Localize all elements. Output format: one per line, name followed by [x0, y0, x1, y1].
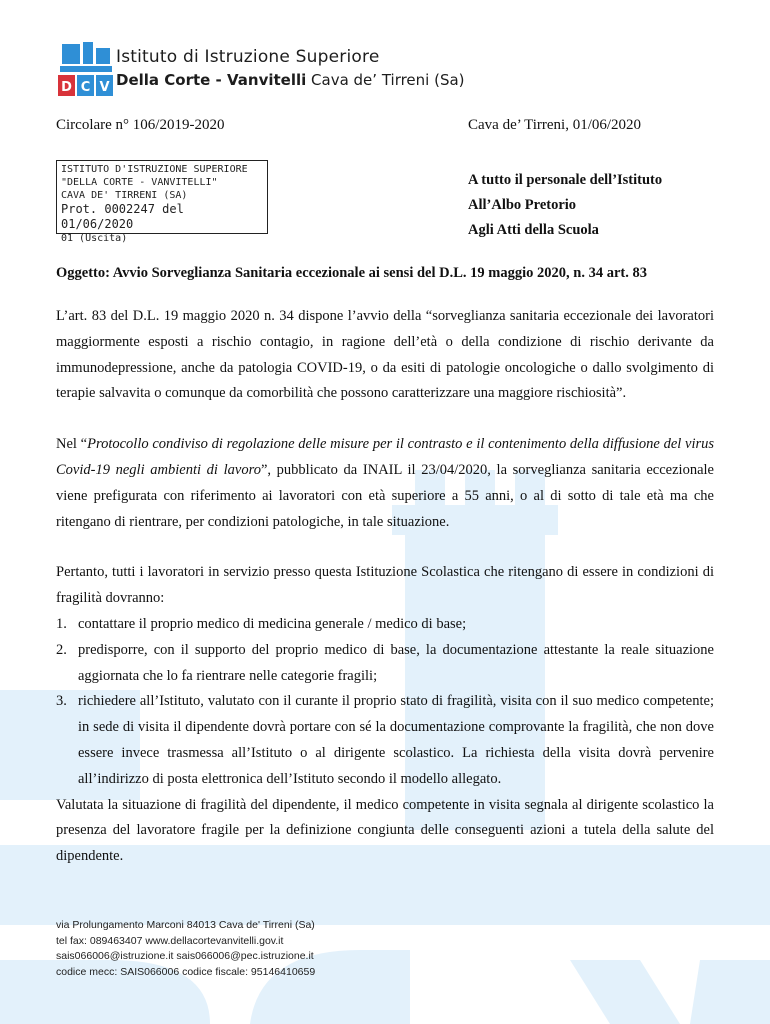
- stamp-protocol-number: Prot. 0002247 del 01/06/2020: [61, 202, 184, 231]
- subject-line: Oggetto: Avvio Sorveglianza Sanitaria eccezionale ai sensi del D.L. 19 maggio 2020, n. 34 art. 83: [56, 265, 647, 281]
- paragraph-3: Pertanto, tutti i lavoratori in servizio presso questa Istituzione Scolastica che ritengano di essere in condizioni di fragilità dovranno:: [56, 564, 714, 607]
- paragraph-4: Valutata la situazione di fragilità del dipendente, il medico competente in visita segnala al dirigente scolastico la presenza del lavoratore fragile per la definizione congiunta delle conseguenti azioni a tutela della salute del dipendente.: [56, 796, 714, 865]
- recipient-2: All’Albo Pretorio: [468, 197, 577, 213]
- logo-institute-name: Istituto di Istruzione Superiore: [116, 47, 380, 67]
- list-item: [56, 689, 714, 792]
- list-item-number: 1.: [56, 615, 67, 632]
- stamp-line-1: ISTITUTO D'ISTRUZIONE SUPERIORE: [61, 164, 248, 175]
- protocol-title: Protocollo condiviso di regolazione delle misure per il contrasto e il contenimento della diffusione del virus Covid-19 negli ambienti di lavoro: [56, 436, 715, 478]
- list-item-text: richiedere all’Istituto, valutato con il curante il proprio stato di fragilità, visita con il suo medico competente; in sede di visita il dipendente dovrà portare con sé la documentazione comprovante la fragilità, che non dove essere invece trasmessa all’Istituto o al dirigente scolastico. La richiesta della visita dovrà pervenire all’indirizzo di posta elettronica dell’Istituto secondo il modello allegato.: [78, 693, 714, 787]
- footer-phone-web: tel fax: 089463407 www.dellacortevanvitelli.gov.it: [56, 934, 284, 947]
- logo-letter-d: D: [61, 80, 72, 95]
- paragraph-1: L’art. 83 del D.L. 19 maggio 2020 n. 34 dispone l’avvio della “sorveglianza sanitaria eccezionale dei lavoratori maggiormente esposti a rischio contagio, in ragione dell’età o della condizione di rischio derivante da immunodepressione, anche da patologia COVID-19, o da esiti di patologie oncologiche o dallo svolgimento di terapie salvavita o comunque da comorbilità che possono caratterizzare una maggiore rischiosità”.: [56, 308, 714, 402]
- list-item: [56, 612, 714, 638]
- paragraph-2-pre: Nel “: [56, 436, 88, 453]
- school-logo: [56, 40, 465, 100]
- footer-emails: sais066006@istruzione.it sais066006@pec.istruzione.it: [56, 950, 314, 962]
- recipient-3: Agli Atti della Scuola: [468, 222, 599, 238]
- protocol-stamp: [56, 160, 268, 244]
- logo-school-location: Cava de’ Tirreni (Sa): [306, 71, 465, 89]
- list-item-number: 3.: [56, 693, 67, 710]
- logo-school-name-bold: Della Corte - Vanvitelli: [116, 71, 307, 89]
- list-item-text: contattare il proprio medico di medicina generale / medico di base;: [78, 615, 467, 632]
- stamp-line-3: CAVA DE' TIRRENI (SA): [61, 190, 188, 201]
- footer-contacts: [56, 918, 315, 980]
- recipients-block: [468, 168, 662, 243]
- circolare-number: Circolare n° 106/2019-2020: [56, 117, 225, 133]
- paragraph-2: [56, 432, 714, 535]
- paragraph-2-post: ”, pubblicato da INAIL il 23/04/2020, la sorveglianza sanitaria eccezionale viene prefigurata con riferimento ai lavoratori con età superiore a 55 anni, o al di sotto di tale età ma che ritengano di rientrare, per condizioni patologiche, in tale situazione.: [56, 461, 714, 530]
- place-date: Cava de’ Tirreni, 01/06/2020: [468, 117, 642, 133]
- list-item-text: predisporre, con il supporto del proprio medico di base, la documentazione attestante la reale situazione aggiornata che lo fa rientrare nelle categorie fragili;: [78, 641, 714, 684]
- stamp-line-2: "DELLA CORTE - VANVITELLI": [61, 177, 218, 188]
- footer-address: via Prolungamento Marconi 84013 Cava de' Tirreni (Sa): [56, 919, 315, 931]
- list-item-number: 2.: [56, 641, 67, 658]
- list-item: [56, 638, 714, 690]
- logo-school-name: [116, 71, 465, 89]
- footer-codes: codice mecc: SAIS066006 codice fiscale: 95146410659: [56, 965, 316, 978]
- stamp-line-5: 01 (Uscita): [61, 233, 128, 244]
- logo-letter-v: V: [99, 80, 110, 95]
- recipient-1: A tutto il personale dell’Istituto: [468, 172, 663, 188]
- instructions-list: [56, 612, 714, 793]
- logo-mark-icon: [56, 42, 114, 98]
- letter-body: [56, 304, 714, 870]
- logo-letter-c: C: [80, 80, 91, 95]
